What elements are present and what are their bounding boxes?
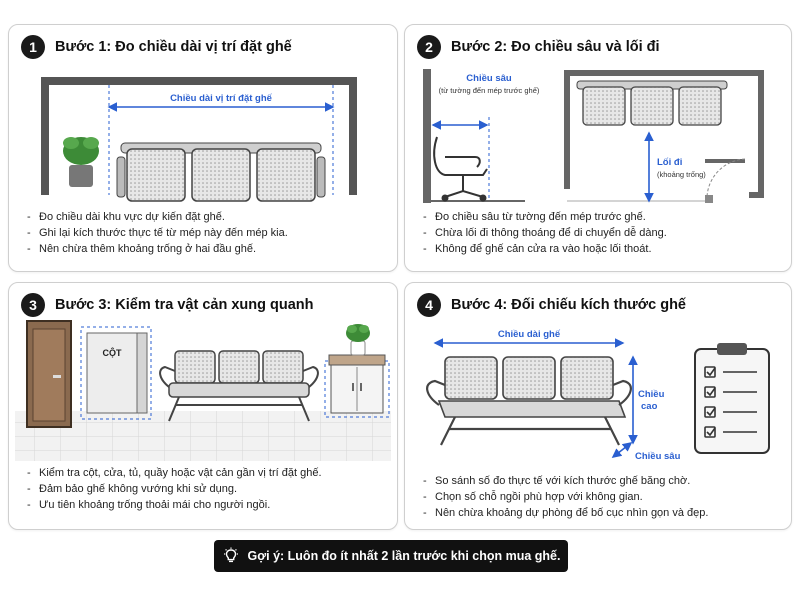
bench-depth-dimension-line: [613, 443, 631, 457]
list-item: - Đo chiều dài khu vực dự kiến đặt ghế.: [27, 209, 288, 225]
step-2-illustration: [405, 25, 793, 215]
cabinet-icon: [325, 355, 389, 417]
bench-top-view: [117, 143, 325, 201]
wall-side: [423, 69, 431, 203]
length-label: Chiều dài vị trí đặt ghế: [170, 93, 272, 104]
step-3-number: 3: [21, 293, 45, 317]
depth-label: Chiều sâu: [466, 73, 512, 84]
list-item: - Không để ghế cản cửa ra vào hoặc lối thoát.: [423, 241, 667, 257]
step-1-bullets: [27, 209, 288, 257]
step-3-panel: [8, 282, 398, 530]
step-3-bullets: [27, 465, 322, 513]
clipboard-checklist-icon: [695, 343, 769, 453]
step-3-illustration: [9, 283, 399, 463]
bench-height-label-2: cao: [641, 401, 658, 412]
list-item: - Ghi lại kích thước thực tế từ mép này đến mép kia.: [27, 225, 288, 241]
bench-height-label-1: Chiều: [638, 389, 665, 400]
step-1-number: 1: [21, 35, 45, 59]
step-3-title: Bước 3: Kiểm tra vật cản xung quanh: [55, 297, 314, 313]
list-item: - So sánh số đo thực tế với kích thước ghế băng chờ.: [423, 473, 708, 489]
door-icon: [27, 321, 71, 427]
bench-depth-label: Chiều sâu: [635, 451, 681, 462]
bench-front-view: [160, 351, 318, 421]
step-4-illustration: [405, 283, 793, 473]
plant-icon: [63, 137, 99, 187]
list-item: - Đảm bảo ghế không vướng khi sử dụng.: [27, 481, 322, 497]
list-item: - Chừa lối đi thông thoáng để di chuyển dễ dàng.: [423, 225, 667, 241]
bench-3-seats: [427, 357, 631, 445]
door-icon: [705, 159, 745, 203]
list-item: - Kiểm tra cột, cửa, tủ, quầy hoặc vật cản gần vị trí đặt ghế.: [27, 465, 322, 481]
column: [81, 327, 151, 419]
tip-text: Gợi ý: Luôn đo ít nhất 2 lần trước khi chọn mua ghế.: [247, 549, 561, 563]
step-4-title: Bước 4: Đối chiếu kích thước ghế: [451, 297, 686, 313]
step-2-panel: [404, 24, 792, 272]
list-item: - Chọn số chỗ ngồi phù hợp với không gian.: [423, 489, 708, 505]
step-1-panel: [8, 24, 398, 272]
list-item: - Ưu tiên khoảng trống thoải mái cho người ngồi.: [27, 497, 322, 513]
step-4-bullets: [423, 473, 708, 521]
bench-length-label: Chiều dài ghế: [497, 329, 561, 340]
step-2-bullets: [423, 209, 667, 257]
step-2-number: 2: [417, 35, 441, 59]
tip-banner: [214, 540, 568, 572]
plant-icon: [346, 324, 370, 355]
list-item: - Nên chừa thêm khoảng trống ở hai đầu ghế.: [27, 241, 288, 257]
step-1-illustration: [9, 25, 399, 215]
list-item: - Nên chừa khoảng dự phòng để bố cục nhìn gọn và đẹp.: [423, 505, 708, 521]
lightbulb-icon: [222, 547, 240, 565]
step-1-title: Bước 1: Đo chiều dài vị trí đặt ghế: [55, 39, 292, 55]
column-label: CỘT: [102, 348, 122, 358]
step-4-number: 4: [417, 293, 441, 317]
bench-top-view: [577, 81, 727, 125]
aisle-label: Lối đi: [657, 157, 683, 168]
chair-side-view: [434, 137, 487, 201]
aisle-note: (khoảng trống): [657, 170, 706, 179]
step-2-title: Bước 2: Đo chiều sâu và lối đi: [451, 39, 660, 55]
depth-note: (từ tường đến mép trước ghế): [438, 86, 540, 95]
step-4-panel: [404, 282, 792, 530]
list-item: - Đo chiều sâu từ tường đến mép trước ghế.: [423, 209, 667, 225]
